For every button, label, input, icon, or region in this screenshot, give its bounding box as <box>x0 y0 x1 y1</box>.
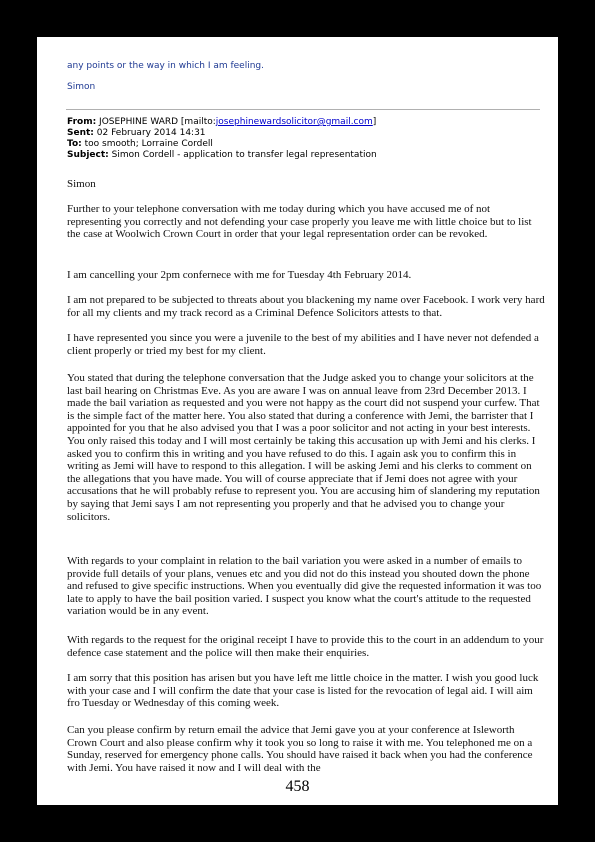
document-page <box>37 37 558 805</box>
paragraph-4: I have represented you since you were a juvenile to the best of my abilities and I have never not defended a client properly or tried my best for my client. <box>67 332 539 357</box>
paragraph-9: Can you please confirm by return email the advice that Jemi gave you at your conference at Isleworth Crown Court and also please confirm why it took you so long to raise it with me. You telephoned me on a Sunday, reserved for emergency phone calls. You should have raised it back when you had the conference with Jemi. You have raised it now and I will deal with the <box>67 724 533 774</box>
quoted-line: any points or the way in which I am feeling. <box>67 61 264 71</box>
page-number: 458 <box>285 778 310 795</box>
paragraph-5: You stated that during the telephone conversation that the Judge asked you to change your solicitors at the last bail hearing on Christmas Eve. As you are aware I was on annual leave from 23rd December 2013. I made the bail variation as requested and you were not happy as the court did not suspend your curfew. That is the simple fact of the matter here. You also stated that during a conference with Jemi, the barrister that I appointed for you that he also advised you that I was a poor solicitor and not acting in your best interests. You only raised this today and I will most certainly be taking this accusation up with Jemi and his clerks. I asked you to confirm this in writing and you have refused to do this. I again ask you to confirm this in writing as Jemi will have to respond to this allegation. I will be asking Jemi and his clerks to comment on the allegations that you have made. You will of course appreciate that if Jemi does not agree with your accusations that he will probably refuse to represent you. You are accusing him of slandering my reputation by saying that Jemi says I am not representing you properly and that he advised you to change your solicitors. <box>67 372 540 523</box>
to-line <box>67 139 377 150</box>
paragraph-7: With regards to the request for the original receipt I have to provide this to the court in an addendum to your defence case statement and the police will then make their enquiries. <box>67 634 544 659</box>
header-divider <box>66 109 540 110</box>
from-line <box>67 117 377 128</box>
from-close: ] <box>372 117 377 127</box>
paragraph-3: I am not prepared to be subjected to threats about you blackening my name over Facebook. I work very hard for all my clients and my track record as a Criminal Defence Solicitors attests to that. <box>67 294 545 319</box>
sent-value: 02 February 2014 14:31 <box>96 128 206 138</box>
to-label: To: <box>67 139 82 149</box>
subject-value: Simon Cordell - application to transfer legal representation <box>111 150 377 160</box>
sent-line <box>67 128 377 139</box>
from-label: From: <box>67 117 97 127</box>
from-name: JOSEPHINE WARD [mailto: <box>99 117 216 127</box>
paragraph-6: With regards to your complaint in relation to the bail variation you were asked in a number of emails to provide full details of your plans, venues etc and you did not do this instead you shouted down the phone and refused to give specific instructions. When you eventually did give the requested information it was too late to apply to have the bail position varied. I suspect you know what the court's attitude to the requested variation would be in any event. <box>67 555 542 618</box>
to-value: too smooth; Lorraine Cordell <box>84 139 213 149</box>
quoted-signature: Simon <box>67 82 96 92</box>
email-header <box>67 117 377 161</box>
paragraph-1: Further to your telephone conversation with me today during which you have accused me of not representing you correctly and not defending your case properly you leave me with little choice but to list the case at Woolwich Crown Court in order that your legal representation order can be revoked. <box>67 203 532 241</box>
from-email-link[interactable]: josephinewardsolicitor@gmail.com <box>215 117 373 127</box>
paragraph-2: I am cancelling your 2pm confernece with me for Tuesday 4th February 2014. <box>67 269 412 281</box>
paragraph-8: I am sorry that this position has arisen but you have left me little choice in the matter. I wish you good luck with your case and I will confirm the date that your case is listed for the revocation of legal aid. I will aim fro Tuesday or Wednesday of this coming week. <box>67 672 539 710</box>
salutation: Simon <box>67 178 96 190</box>
subject-line <box>67 150 377 161</box>
sent-label: Sent: <box>67 128 94 138</box>
subject-label: Subject: <box>67 150 109 160</box>
